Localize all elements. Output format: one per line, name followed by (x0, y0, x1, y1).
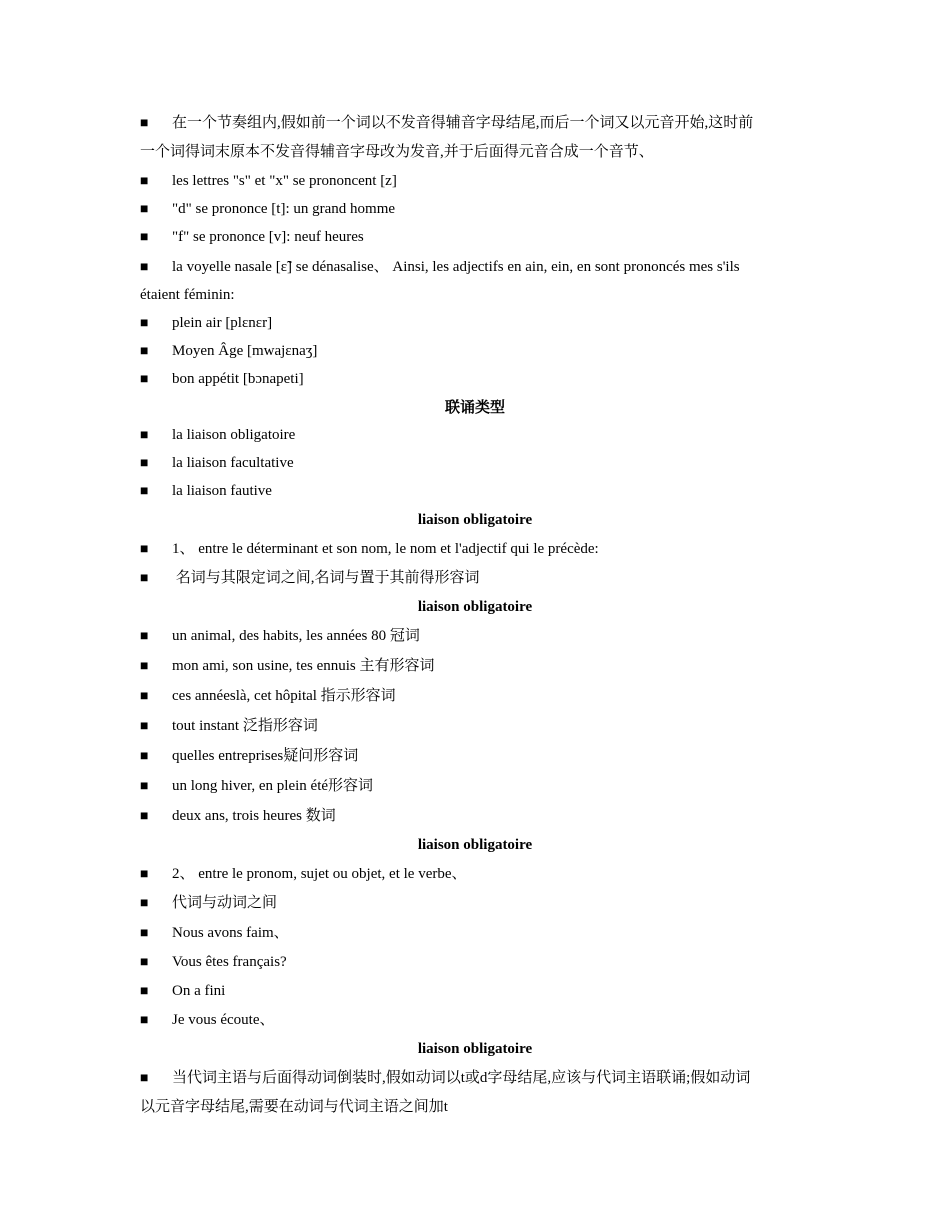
list-item: ■ un long hiver, en plein été形容词 (140, 776, 373, 797)
bullet-square-icon: ■ (140, 689, 149, 704)
list-item: ■ la liaison facultative (140, 453, 294, 474)
bullet-square-icon: ■ (140, 428, 149, 443)
list-item: ■ Nous avons faim、 (140, 923, 289, 944)
bullet-square-icon: ■ (140, 896, 149, 911)
bullet-square-icon: ■ (140, 372, 149, 387)
bullet-square-icon: ■ (140, 749, 149, 764)
section-heading: liaison obligatoire (417, 1041, 533, 1057)
list-item: ■ la liaison fautive (140, 481, 272, 502)
section-heading: liaison obligatoire (417, 512, 533, 528)
list-item: ■ plein air [plɛnɛr] (140, 313, 272, 334)
list-item: ■ un animal, des habits, les années 80 冠词 (140, 626, 420, 647)
bullet-square-icon: ■ (140, 260, 149, 275)
bullet-square-icon: ■ (140, 659, 149, 674)
bullet-square-icon: ■ (140, 809, 149, 824)
list-item: ■ 名词与其限定词之间,名词与置于其前得形容词 (140, 568, 480, 589)
paragraph-liaison-definition-continued: 一个词得词末原本不发音得辅音字母改为发音,并于后面得元音合成一个音节、 (140, 144, 654, 160)
bullet-square-icon: ■ (140, 1013, 149, 1028)
bullet-square-icon: ■ (140, 116, 149, 131)
list-item: ■ les lettres "s" et "x" se prononcent [z] (140, 171, 397, 192)
list-item: ■ la voyelle nasale [ɛ̃] se dénasalise、 Ainsi, les adjectifs en ain, ein, en sont prononcés mes s'ils (140, 257, 740, 278)
paragraph-inversion-rule-continued: 以元音字母结尾,需要在动词与代词主语之间加t (140, 1099, 448, 1115)
section-heading: liaison obligatoire (417, 599, 533, 615)
list-item: ■ quelles entreprises疑问形容词 (140, 746, 358, 767)
list-item: ■ On a fini (140, 981, 225, 1002)
bullet-square-icon: ■ (140, 230, 149, 245)
section-heading: liaison obligatoire (417, 837, 533, 853)
bullet-square-icon: ■ (140, 779, 149, 794)
bullet-square-icon: ■ (140, 316, 149, 331)
list-item: ■ mon ami, son usine, tes ennuis 主有形容词 (140, 656, 435, 677)
bullet-square-icon: ■ (140, 542, 149, 557)
list-item: ■ tout instant 泛指形容词 (140, 716, 318, 737)
list-item: ■ 1、 entre le déterminant et son nom, le nom et l'adjectif qui le précède: (140, 539, 599, 560)
bullet-square-icon: ■ (140, 484, 149, 499)
bullet-square-icon: ■ (140, 629, 149, 644)
bullet-square-icon: ■ (140, 984, 149, 999)
list-item: ■ "d" se prononce [t]: un grand homme (140, 199, 395, 220)
bullet-square-icon: ■ (140, 344, 149, 359)
bullet-square-icon: ■ (140, 926, 149, 941)
paragraph-inversion-rule: ■ 当代词主语与后面得动词倒装时,假如动词以t或d字母结尾,应该与代词主语联诵;假如动词 (140, 1068, 750, 1089)
paragraph-liaison-definition: ■ 在一个节奏组内,假如前一个词以不发音得辅音字母结尾,而后一个词又以元音开始,这时前 (140, 113, 753, 134)
bullet-square-icon: ■ (140, 456, 149, 471)
bullet-square-icon: ■ (140, 571, 149, 586)
list-item: ■ Moyen Âge [mwajɛnaʒ] (140, 341, 317, 362)
list-item: ■ bon appétit [bɔnapeti] (140, 369, 304, 390)
list-item: ■ "f" se prononce [v]: neuf heures (140, 227, 364, 248)
list-item: ■ deux ans, trois heures 数词 (140, 806, 336, 827)
list-item-continued: étaient féminin: (140, 287, 235, 303)
list-item: ■ Vous êtes français? (140, 952, 287, 973)
bullet-square-icon: ■ (140, 174, 149, 189)
list-item: ■ 2、 entre le pronom, sujet ou objet, et le verbe、 (140, 864, 467, 885)
bullet-square-icon: ■ (140, 202, 149, 217)
list-item: ■ 代词与动词之间 (140, 893, 277, 914)
bullet-square-icon: ■ (140, 867, 149, 882)
bullet-square-icon: ■ (140, 955, 149, 970)
list-item: ■ ces annéeslà, cet hôpital 指示形容词 (140, 686, 396, 707)
bullet-square-icon: ■ (140, 719, 149, 734)
list-item: ■ Je vous écoute、 (140, 1010, 274, 1031)
list-item: ■ la liaison obligatoire (140, 425, 295, 446)
bullet-square-icon: ■ (140, 1071, 149, 1086)
section-heading: 联诵类型 (444, 400, 505, 416)
